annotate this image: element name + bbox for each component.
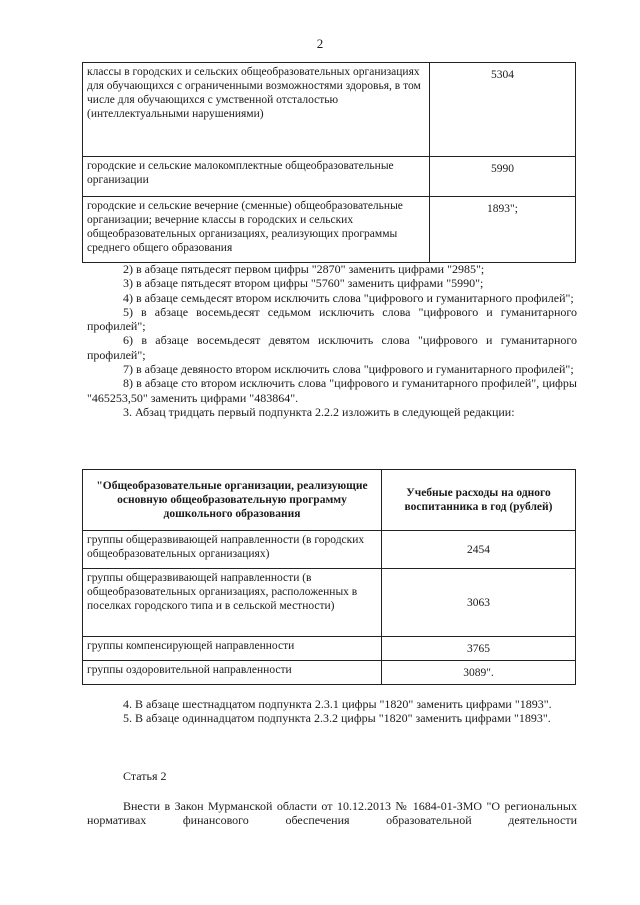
table-cell-value: 1893"; <box>430 197 576 263</box>
amendment-item: 4) в абзаце семьдесят втором исключить слова "цифрового и гуманитарного профилей"; <box>123 290 574 305</box>
table-cell-label: группы общеразвивающей направленности (в городских общеобразовательных организациях) <box>83 531 382 569</box>
table-row <box>83 661 576 685</box>
table-header-left: "Общеобразовательные организации, реализующие основную общеобразовательную программу дошкольного образования <box>83 470 382 531</box>
amendment-item: 3. Абзац тридцать первый подпункта 2.2.2 изложить в следующей редакции: <box>123 404 515 419</box>
amendment-item: 7) в абзаце девяносто втором исключить слова "цифрового и гуманитарного профилей"; <box>123 362 574 377</box>
table-header-right: Учебные расходы на одного воспитанника в год (рублей) <box>382 470 576 531</box>
article-heading: Статья 2 <box>123 769 167 783</box>
table-cell-value: 3063 <box>382 569 576 637</box>
article-text: Внести в Закон Мурманской области от 10.12.2013 № 1684-01-ЗМО "О региональных нормативах финансового обеспечения образовательной деятельности <box>87 799 577 828</box>
expenses-table-continued <box>82 62 576 263</box>
table-cell-value: 3089". <box>382 661 576 685</box>
amendment-item: 5. В абзаце одиннадцатом подпункта 2.3.2 цифры "1820" заменить цифрами "1893". <box>123 711 551 726</box>
table-cell-value: 5990 <box>430 157 576 197</box>
table-cell-value: 3765 <box>382 637 576 661</box>
amendment-item: 6) в абзаце восемьдесят девятом исключить слова "цифрового и гуманитарного профилей"; <box>87 333 577 362</box>
table-row <box>83 637 576 661</box>
table-cell-label: городские и сельские вечерние (сменные) общеобразовательные организации; вечерние классы в городских и сельских общеобразовательных организациях, реализующих программы среднего общего образования <box>83 197 430 263</box>
post-items <box>87 697 577 726</box>
page-number: 2 <box>316 36 324 51</box>
table-cell-label: группы общеразвивающей направленности (в общеобразовательных организациях, расположенных в поселках городского типа и в сельской местности) <box>83 569 382 637</box>
table-row <box>83 569 576 637</box>
preschool-expenses-table <box>82 469 576 685</box>
table-cell-value: 2454 <box>382 531 576 569</box>
table-cell-value: 5304 <box>430 63 576 157</box>
amendment-item: 5) в абзаце восемьдесят седьмом исключить слова "цифрового и гуманитарного профилей"; <box>87 304 577 334</box>
table-row <box>83 63 576 157</box>
table-row <box>83 531 576 569</box>
table-row <box>83 197 576 263</box>
amendments-list <box>87 262 577 419</box>
table-cell-label: классы в городских и сельских общеобразовательных организациях для обучающихся с ограниченными возможностями здоровья, в том числе для обучающихся с умственной отсталостью (интеллектуальными нарушениями) <box>83 63 430 157</box>
amendment-item: 3) в абзаце пятьдесят втором цифры "5760" заменить цифрами "5990"; <box>123 276 484 291</box>
table-cell-label: группы компенсирующей направленности <box>83 637 382 661</box>
table-cell-label: городские и сельские малокомплектные общеобразовательные организации <box>83 157 430 197</box>
table-header-row <box>83 470 576 531</box>
amendment-item: 8) в абзаце сто втором исключить слова "цифрового и гуманитарного профилей", цифры "465253,50" заменить цифрами "483864". <box>87 376 577 405</box>
table-row <box>83 157 576 197</box>
amendment-item: 4. В абзаце шестнадцатом подпункта 2.3.1 цифры "1820" заменить цифрами "1893". <box>123 697 552 711</box>
table-cell-label: группы оздоровительной направленности <box>83 661 382 685</box>
amendment-item: 2) в абзаце пятьдесят первом цифры "2870" заменить цифрами "2985"; <box>123 262 485 276</box>
